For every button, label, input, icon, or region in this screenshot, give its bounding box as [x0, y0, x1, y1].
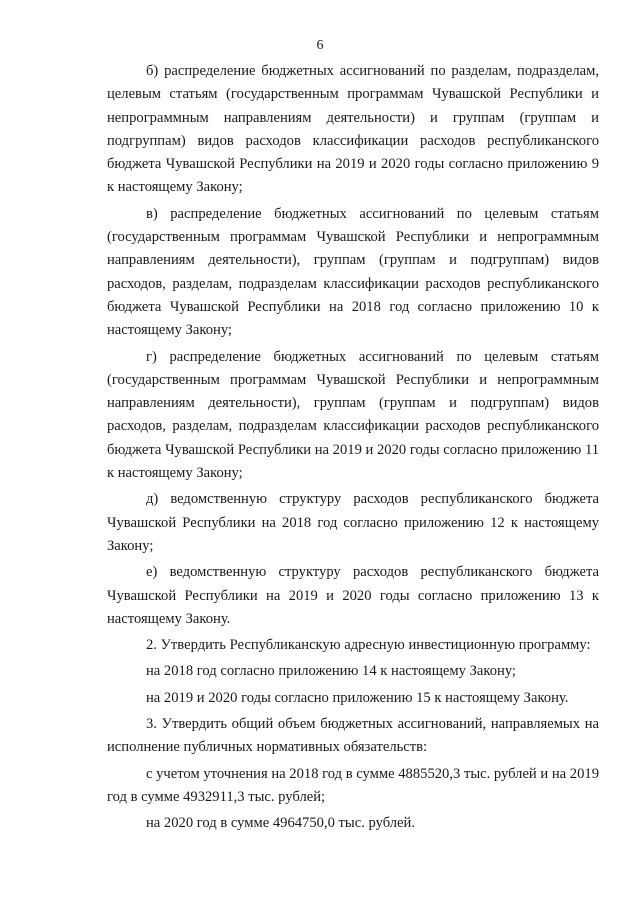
paragraph-d: д) ведомственную структуру расходов республиканского бюджета Чувашской Республики на 2018 год согласно приложению 12 к настоящему Закону;: [107, 491, 599, 554]
paragraph-3-2018-2019: с учетом уточнения на 2018 год в сумме 4885520,3 тыс. рублей и на 2019 год в сумме 4932911,3 тыс. рублей;: [107, 765, 599, 805]
paragraph-g: г) распределение бюджетных ассигнований по целевым статьям (государственным программам Чувашской Республики и непрограммным направлениям деятельности), группам (группам и подгруппам) видов расходов, разделам, подразделам классификации расходов республиканского бюджета Чувашской Республики на 2019 и 2020 годы согласно приложению 11 к настоящему Закону;: [107, 348, 599, 482]
paragraph-e: е) ведомственную структуру расходов республиканского бюджета Чувашской Республики на 2019 и 2020 годы согласно приложению 13 к настоящему Закону.: [107, 564, 599, 627]
paragraph-b: б) распределение бюджетных ассигнований по разделам, подразделам, целевым статьям (государственным программам Чувашской Республики и непрограммным направлениям деятельности) и группам (группам и подгруппам) видов расходов классификации расходов республиканского бюджета Чувашской Республики на 2019 и 2020 годы согласно приложению 9 к настоящему Закону;: [107, 63, 599, 196]
paragraph-v: в) распределение бюджетных ассигнований по целевым статьям (государственным программам Чувашской Республики и непрограммным направлениям деятельности), группам (группам и подгруппам) видов расходов, разделам, подразделам классификации расходов республиканского бюджета Чувашской Республики на 2018 год согласно приложению 10 к настоящему Закону;: [107, 205, 599, 339]
page-number: 6: [316, 38, 324, 53]
paragraph-2-years-2019-2020: на 2019 и 2020 годы согласно приложению 15 к настоящему Закону.: [146, 689, 569, 706]
paragraph-3: 3. Утвердить общий объем бюджетных ассигнований, направляемых на исполнение публичных нормативных обязательств:: [107, 716, 599, 756]
paragraph-2: 2. Утвердить Республиканскую адресную инвестиционную программу:: [146, 637, 591, 654]
paragraph-3-2020: на 2020 год в сумме 4964750,0 тыс. рублей.: [146, 815, 415, 832]
document-body: [107, 60, 599, 836]
paragraph-2-year-2018: на 2018 год согласно приложению 14 к настоящему Закону;: [146, 663, 516, 680]
